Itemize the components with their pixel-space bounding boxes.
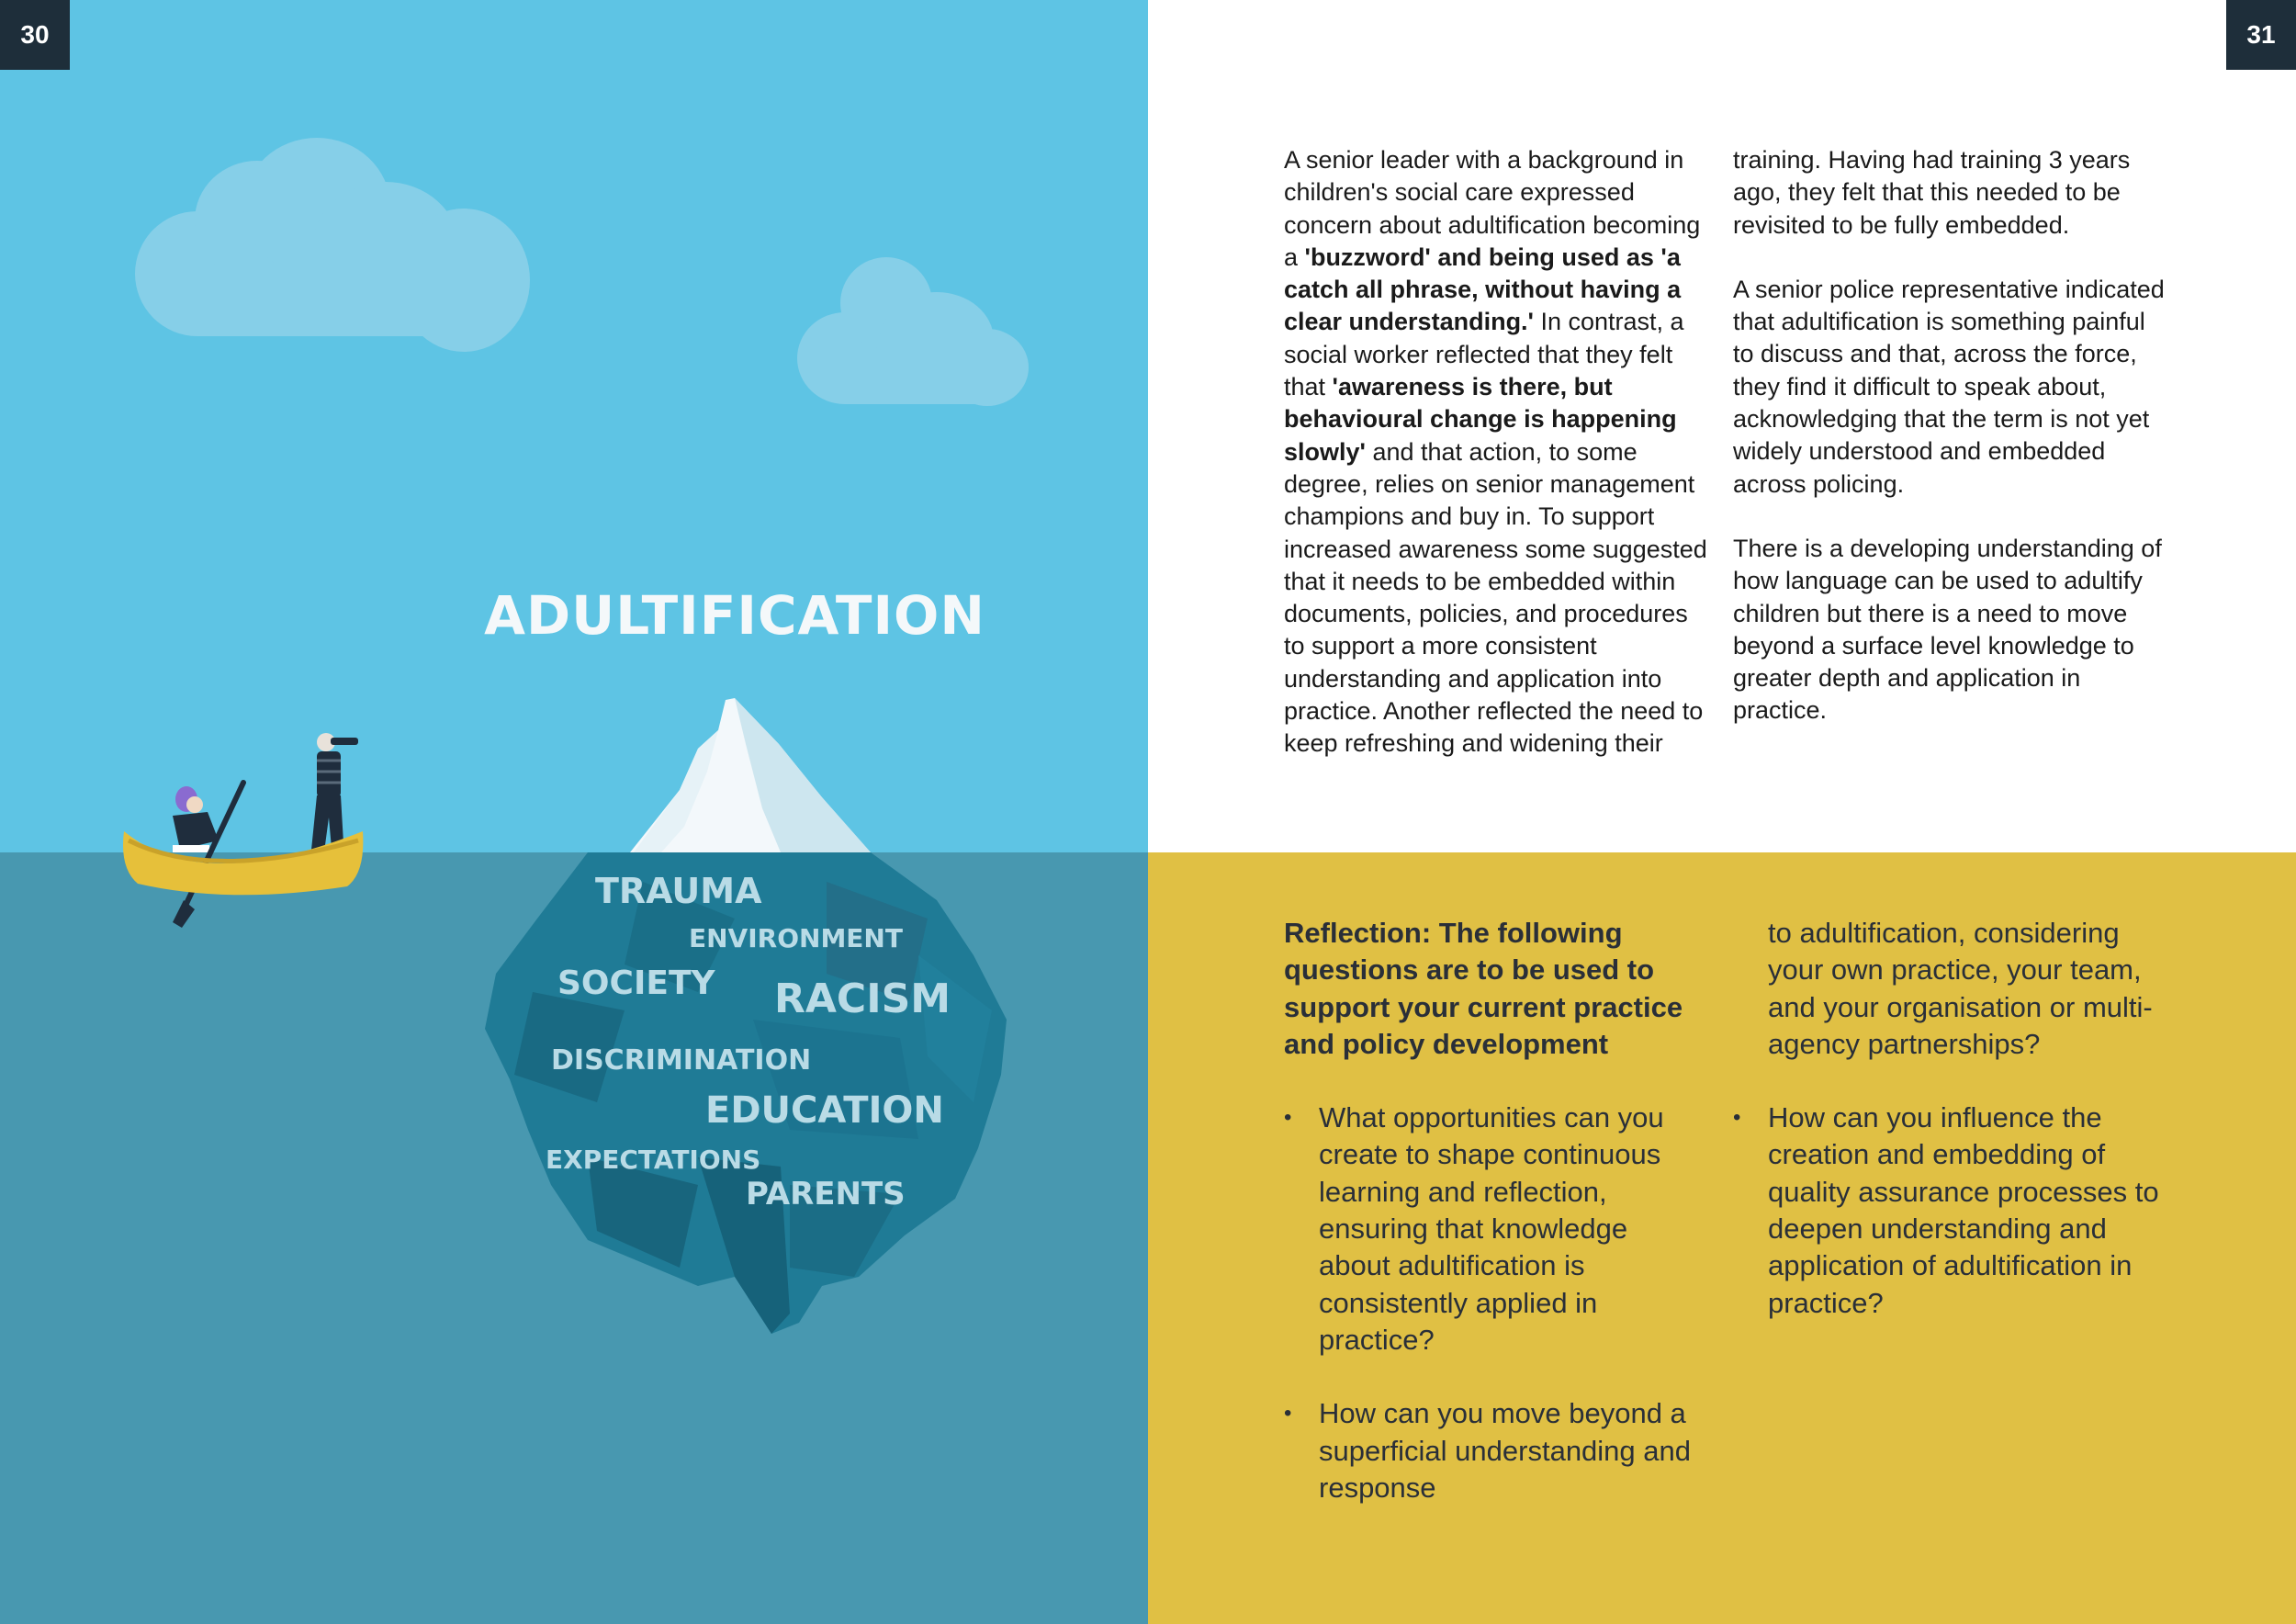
word-society: SOCIETY — [557, 964, 715, 1002]
page-number-left: 30 — [0, 0, 70, 70]
col1-text-3: and that action, to some degree, relies on senior management champions and buy in. To support increased awareness some suggested that it needs to be embedded within documents, policies, and procedures to support a more consistent understanding and application into practice. Another reflected the need to keep refreshing and widening their — [1284, 437, 1707, 758]
word-parents: PARENTS — [746, 1176, 906, 1212]
reflection-list-2 — [1733, 1100, 2165, 1322]
reflection-continuation: to adultification, considering your own practice, your team, and your organisation or multi-agency partnerships? — [1768, 917, 2153, 1060]
word-discrimination: DISCRIMINATION — [551, 1044, 812, 1077]
reflection-bullet-1: • What opportunities can you create to shape continuous learning and reflection, ensuring that knowledge about adultification is consistently applied in practice? — [1284, 1100, 1705, 1359]
col2-paragraph-2: A senior police representative indicated that adultification is something painful to discuss and that, across the force, they find it difficult to speak about, acknowledging that the term is not yet widely understood and embedded across policing. — [1733, 275, 2165, 498]
main-title: ADULTIFICATION — [484, 584, 985, 647]
canoe-people — [123, 733, 363, 928]
reflection-heading: Reflection: The following questions are to be used to support your current practice and policy development — [1284, 917, 1683, 1060]
reflection-bullet-2: • How can you move beyond a superficial understanding and response — [1284, 1395, 1705, 1506]
col2-paragraph-3: There is a developing understanding of how language can be used to adultify children but there is a need to move beyond a surface level knowledge to greater depth and application in practice. — [1733, 534, 2162, 725]
word-education: EDUCATION — [705, 1089, 944, 1132]
reflection-column-2 — [1733, 915, 2165, 1359]
word-expectations: EXPECTATIONS — [546, 1145, 761, 1175]
reflection-list-1 — [1284, 1100, 1705, 1506]
body-column-1 — [1284, 144, 1710, 761]
col1-text-2: In contrast, a social worker reflected that they felt that — [1284, 308, 1684, 401]
reflection-column-1 — [1284, 915, 1705, 1543]
body-column-2 — [1733, 144, 2165, 760]
col1-quote-1: 'buzzword' and being used as 'a catch all phrase, without having a clear understanding.' — [1284, 242, 1682, 336]
col1-quote-2: 'awareness is there, but behavioural change is happening slowly' — [1284, 373, 1677, 466]
col1-text-1: A senior leader with a background in children's social care expressed concern about adultification becoming a — [1284, 146, 1701, 271]
word-trauma: TRAUMA — [595, 871, 762, 911]
reflection-bullet-3: • How can you influence the creation and embedding of quality assurance processes to deepen understanding and application of adultification in practice? — [1733, 1100, 2165, 1322]
cloud-left — [135, 138, 530, 352]
cloud-right — [797, 257, 1029, 406]
iceberg-tip — [630, 698, 871, 852]
col2-paragraph-1: training. Having had training 3 years ago, they felt that this needed to be revisited to be fully embedded. — [1733, 146, 2131, 239]
word-environment: ENVIRONMENT — [689, 923, 903, 953]
page-number-right: 31 — [2226, 0, 2296, 70]
word-racism: RACISM — [774, 976, 951, 1022]
